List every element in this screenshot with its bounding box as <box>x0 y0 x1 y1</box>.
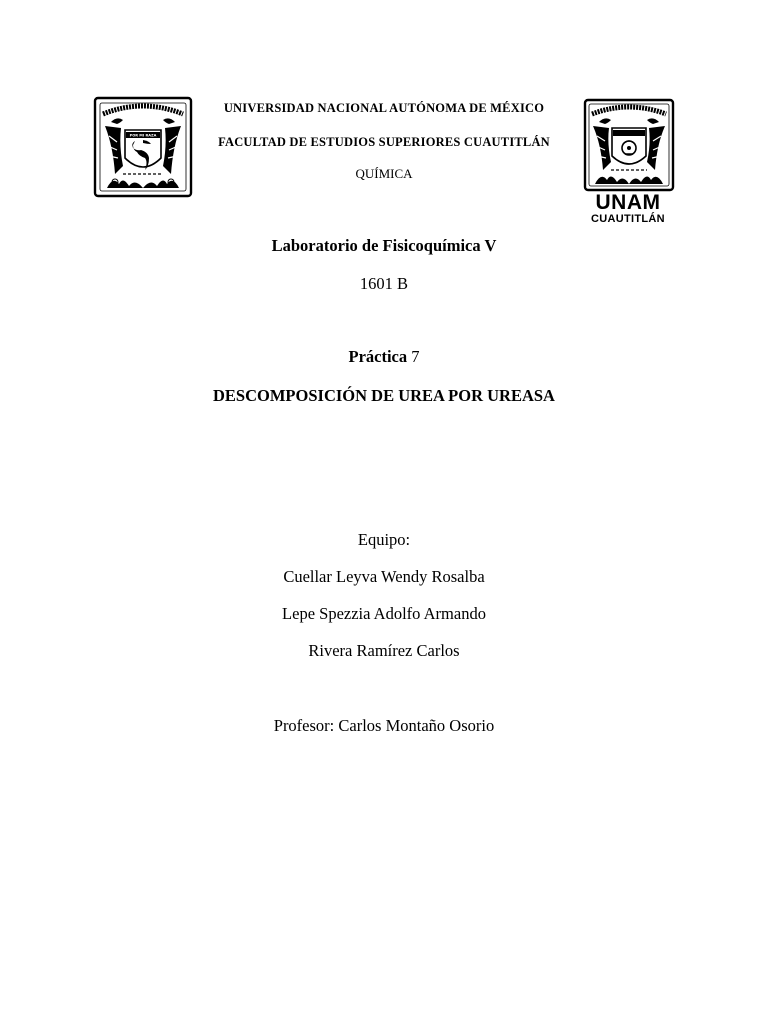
unam-cuautitlan-wordmark <box>578 193 678 226</box>
faculty-name: FACULTAD DE ESTUDIOS SUPERIORES CUAUTITLÁN <box>218 135 550 149</box>
course-name: Laboratorio de Fisicoquímica V <box>271 236 497 255</box>
university-name: UNIVERSIDAD NACIONAL AUTÓNOMA DE MÉXICO <box>223 101 545 115</box>
team-member: Lepe Spezzia Adolfo Armando <box>282 604 486 623</box>
professor-name: Profesor: Carlos Montaño Osorio <box>273 716 495 735</box>
svg-text:POR MI RAZA: POR MI RAZA <box>129 133 157 138</box>
practice-number: 7 <box>411 347 420 366</box>
unam-wordmark: UNAM <box>595 191 661 214</box>
campus-wordmark: CUAUTITLÁN <box>591 213 665 225</box>
team-member: Cuellar Leyva Wendy Rosalba <box>283 567 485 586</box>
practice-title: DESCOMPOSICIÓN DE UREA POR UREASA <box>213 386 555 405</box>
career-name: QUÍMICA <box>355 166 413 181</box>
group-number: 1601 B <box>359 274 409 293</box>
practice-label: Práctica <box>348 347 408 366</box>
team-label: Equipo: <box>357 530 411 549</box>
practice-heading <box>0 347 768 367</box>
team-member: Rivera Ramírez Carlos <box>308 641 460 660</box>
